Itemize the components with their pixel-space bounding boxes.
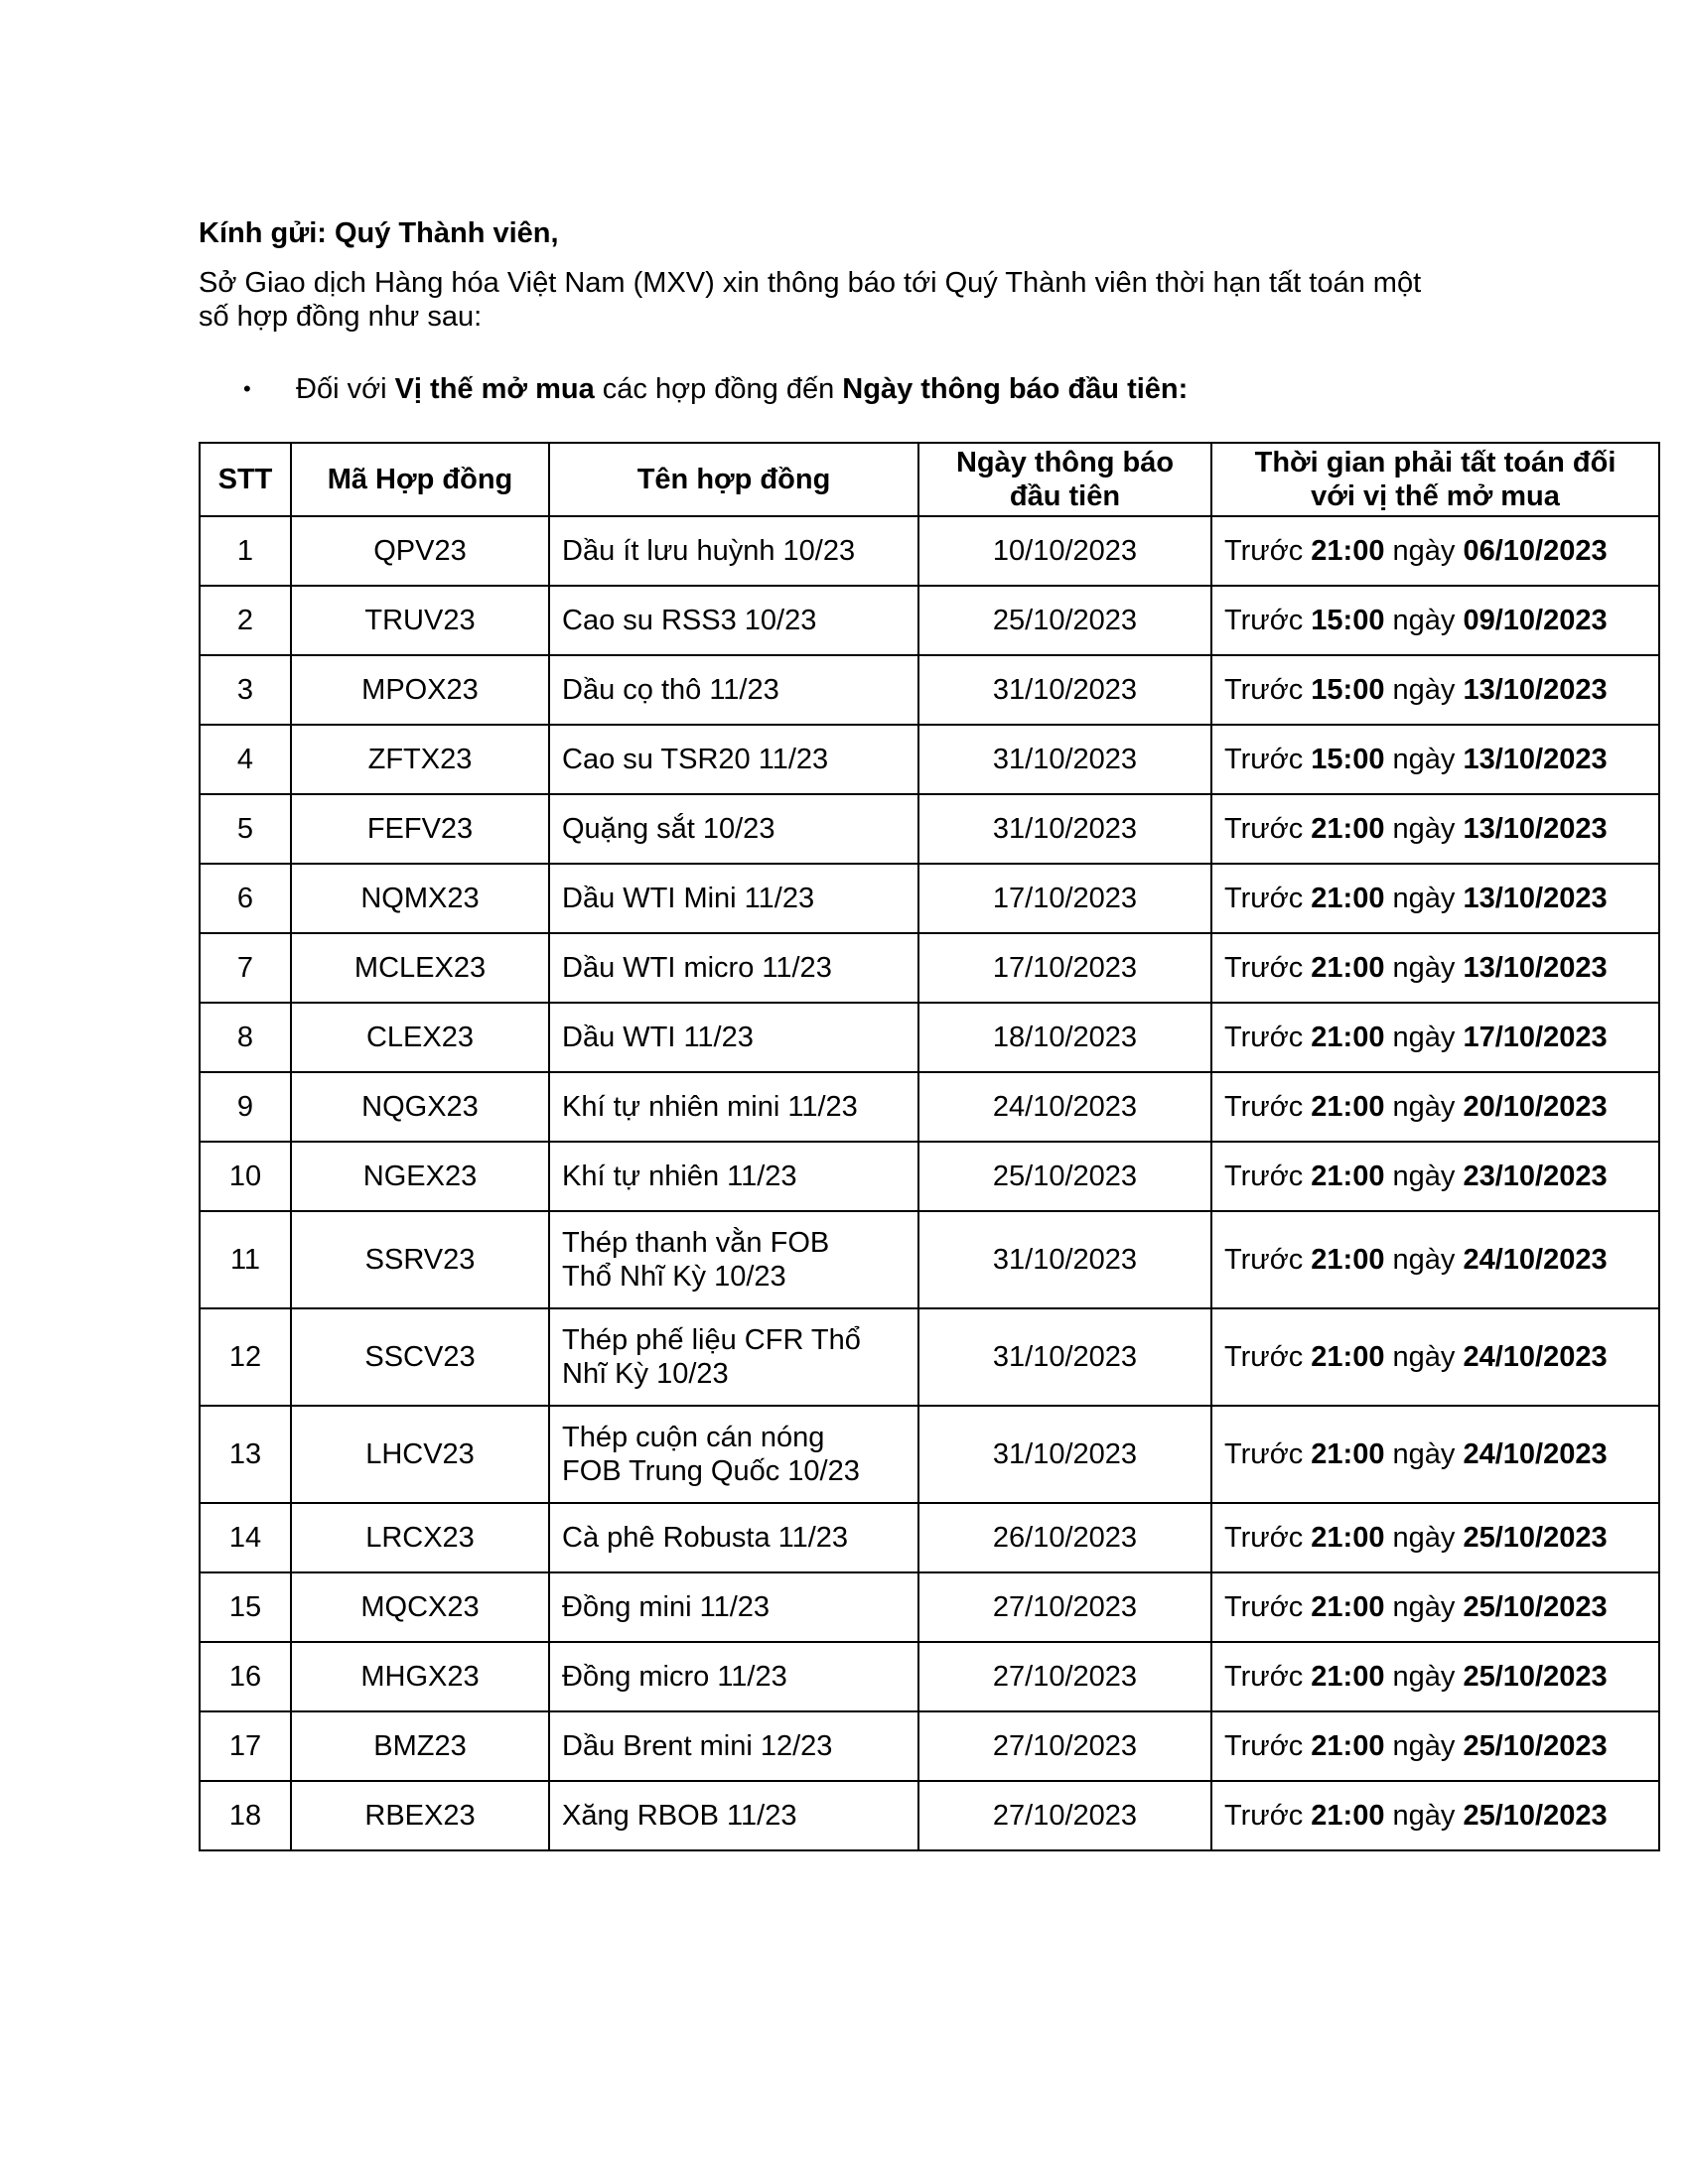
cell-contract-code: MHGX23 [291,1642,549,1711]
table-row [200,1072,1659,1142]
cell-settlement-deadline [1211,725,1659,794]
cell-contract-name: Khí tự nhiên 11/23 [549,1142,918,1211]
cell-stt: 4 [200,725,291,794]
cell-first-notice-date: 17/10/2023 [918,864,1211,933]
cell-contract-name: Cao su RSS3 10/23 [549,586,918,655]
deadline-time: 15:00 [1311,605,1385,636]
cell-contract-code: RBEX23 [291,1781,549,1850]
cell-stt: 14 [200,1503,291,1572]
cell-text: Thép thanh vằn FOB [562,1227,830,1259]
deadline-prefix: Trước [1224,1522,1312,1554]
cell-contract-code: ZFTX23 [291,725,549,794]
cell-contract-name [549,1211,918,1308]
cell-first-notice-date: 25/10/2023 [918,1142,1211,1211]
cell-settlement-deadline [1211,1003,1659,1072]
cell-contract-code: TRUV23 [291,586,549,655]
deadline-middle: ngày [1384,1244,1464,1276]
cell-first-notice-date: 27/10/2023 [918,1572,1211,1642]
deadline-middle: ngày [1384,605,1464,636]
bullet-text-part: các hợp đồng đến [594,373,843,405]
table-row [200,655,1659,725]
deadline-prefix: Trước [1224,1160,1312,1192]
deadline-time: 21:00 [1311,1244,1385,1276]
deadline-middle: ngày [1384,1591,1464,1623]
table-row [200,725,1659,794]
cell-first-notice-date: 27/10/2023 [918,1711,1211,1781]
cell-settlement-deadline [1211,1308,1659,1406]
cell-settlement-deadline [1211,933,1659,1003]
header-contract-name: Tên hợp đồng [549,443,918,516]
cell-stt: 7 [200,933,291,1003]
header-text: Ngày thông báo [955,447,1175,478]
bullet-emphasis: Ngày thông báo đầu tiên: [842,373,1189,405]
cell-first-notice-date: 18/10/2023 [918,1003,1211,1072]
cell-first-notice-date: 31/10/2023 [918,1308,1211,1406]
cell-stt: 18 [200,1781,291,1850]
deadline-middle: ngày [1384,883,1464,914]
deadline-time: 21:00 [1311,1800,1385,1832]
deadline-date: 24/10/2023 [1463,1244,1608,1276]
deadline-prefix: Trước [1224,883,1312,914]
deadline-time: 21:00 [1311,1341,1385,1373]
cell-contract-name: Quặng sắt 10/23 [549,794,918,864]
deadline-middle: ngày [1384,1160,1464,1192]
deadline-prefix: Trước [1224,1022,1312,1053]
cell-contract-name [549,1406,918,1503]
cell-contract-code: FEFV23 [291,794,549,864]
deadline-prefix: Trước [1224,952,1312,984]
table-row [200,586,1659,655]
intro-line: Sở Giao dịch Hàng hóa Việt Nam (MXV) xin thông báo tới Quý Thành viên thời hạn tất toán một [199,267,1422,299]
cell-first-notice-date: 27/10/2023 [918,1642,1211,1711]
cell-settlement-deadline [1211,1142,1659,1211]
cell-stt: 2 [200,586,291,655]
cell-contract-name: Cà phê Robusta 11/23 [549,1503,918,1572]
cell-first-notice-date: 24/10/2023 [918,1072,1211,1142]
header-text: đầu tiên [1009,480,1121,512]
cell-contract-code: CLEX23 [291,1003,549,1072]
cell-stt: 8 [200,1003,291,1072]
bullet-emphasis: Vị thế mở mua [394,373,595,405]
deadline-middle: ngày [1384,1730,1464,1762]
deadline-middle: ngày [1384,1022,1464,1053]
deadline-middle: ngày [1384,952,1464,984]
deadline-date: 13/10/2023 [1463,883,1608,914]
cell-settlement-deadline [1211,1211,1659,1308]
cell-contract-name: Dầu ít lưu huỳnh 10/23 [549,516,918,586]
deadline-prefix: Trước [1224,813,1312,845]
cell-stt: 3 [200,655,291,725]
cell-first-notice-date: 26/10/2023 [918,1503,1211,1572]
deadline-prefix: Trước [1224,744,1312,775]
table-row [200,1142,1659,1211]
deadline-middle: ngày [1384,674,1464,706]
cell-stt: 5 [200,794,291,864]
header-contract-code: Mã Hợp đồng [291,443,549,516]
deadline-prefix: Trước [1224,1244,1312,1276]
deadline-prefix: Trước [1224,1091,1312,1123]
deadline-middle: ngày [1384,1091,1464,1123]
table-row [200,933,1659,1003]
header-text: Thời gian phải tất toán đối [1254,447,1617,478]
cell-contract-code: MPOX23 [291,655,549,725]
cell-stt: 16 [200,1642,291,1711]
deadline-time: 21:00 [1311,1091,1385,1123]
deadline-date: 20/10/2023 [1463,1091,1608,1123]
cell-stt: 12 [200,1308,291,1406]
cell-text: Nhĩ Kỳ 10/23 [562,1358,729,1390]
deadline-date: 17/10/2023 [1463,1022,1608,1053]
cell-first-notice-date: 27/10/2023 [918,1781,1211,1850]
deadline-date: 24/10/2023 [1463,1438,1608,1470]
table-row [200,1781,1659,1850]
cell-contract-code: NGEX23 [291,1142,549,1211]
deadline-date: 25/10/2023 [1463,1522,1608,1554]
cell-settlement-deadline [1211,864,1659,933]
cell-contract-code: MCLEX23 [291,933,549,1003]
cell-stt: 13 [200,1406,291,1503]
table-header-row [200,443,1659,516]
deadline-prefix: Trước [1224,605,1312,636]
table-row [200,1503,1659,1572]
deadline-date: 25/10/2023 [1463,1591,1608,1623]
cell-text: FOB Trung Quốc 10/23 [562,1455,860,1487]
cell-first-notice-date: 31/10/2023 [918,794,1211,864]
header-stt: STT [200,443,291,516]
cell-contract-name: Dầu cọ thô 11/23 [549,655,918,725]
contracts-table [199,442,1660,1851]
deadline-date: 06/10/2023 [1463,535,1608,567]
deadline-date: 13/10/2023 [1463,952,1608,984]
bullet-icon: • [243,376,251,401]
deadline-time: 21:00 [1311,883,1385,914]
deadline-middle: ngày [1384,1800,1464,1832]
cell-text: Thép cuộn cán nóng [562,1422,825,1453]
cell-contract-name: Đồng micro 11/23 [549,1642,918,1711]
deadline-time: 15:00 [1311,674,1385,706]
cell-stt: 17 [200,1711,291,1781]
cell-contract-name: Xăng RBOB 11/23 [549,1781,918,1850]
cell-settlement-deadline [1211,1406,1659,1503]
cell-settlement-deadline [1211,1781,1659,1850]
cell-first-notice-date: 31/10/2023 [918,655,1211,725]
table-row [200,1308,1659,1406]
deadline-prefix: Trước [1224,1730,1312,1762]
cell-first-notice-date: 31/10/2023 [918,1211,1211,1308]
cell-contract-name: Dầu WTI 11/23 [549,1003,918,1072]
cell-stt: 9 [200,1072,291,1142]
deadline-prefix: Trước [1224,1341,1312,1373]
deadline-prefix: Trước [1224,674,1312,706]
cell-stt: 15 [200,1572,291,1642]
intro-line: số hợp đồng như sau: [199,301,483,333]
deadline-prefix: Trước [1224,535,1312,567]
cell-text: Thổ Nhĩ Kỳ 10/23 [562,1261,786,1293]
deadline-middle: ngày [1384,1438,1464,1470]
cell-first-notice-date: 10/10/2023 [918,516,1211,586]
cell-first-notice-date: 17/10/2023 [918,933,1211,1003]
cell-stt: 6 [200,864,291,933]
deadline-date: 24/10/2023 [1463,1341,1608,1373]
cell-contract-name: Dầu Brent mini 12/23 [549,1711,918,1781]
cell-contract-code: LHCV23 [291,1406,549,1503]
deadline-date: 25/10/2023 [1463,1730,1608,1762]
cell-settlement-deadline [1211,1503,1659,1572]
deadline-time: 21:00 [1311,535,1385,567]
cell-contract-name: Cao su TSR20 11/23 [549,725,918,794]
cell-contract-name: Dầu WTI Mini 11/23 [549,864,918,933]
cell-first-notice-date: 31/10/2023 [918,725,1211,794]
cell-contract-code: BMZ23 [291,1711,549,1781]
cell-contract-code: MQCX23 [291,1572,549,1642]
deadline-middle: ngày [1384,813,1464,845]
cell-settlement-deadline [1211,516,1659,586]
bullet-text-part: Đối với [296,373,395,405]
cell-settlement-deadline [1211,794,1659,864]
table-row [200,1642,1659,1711]
cell-contract-code: NQGX23 [291,1072,549,1142]
table-row [200,1211,1659,1308]
cell-stt: 1 [200,516,291,586]
deadline-time: 21:00 [1311,1591,1385,1623]
cell-contract-code: SSRV23 [291,1211,549,1308]
cell-contract-name [549,1308,918,1406]
greeting: Kính gửi: Quý Thành viên, [199,217,559,249]
cell-contract-code: QPV23 [291,516,549,586]
cell-first-notice-date: 25/10/2023 [918,586,1211,655]
deadline-time: 21:00 [1311,1730,1385,1762]
cell-settlement-deadline [1211,1642,1659,1711]
table-row [200,1572,1659,1642]
deadline-date: 13/10/2023 [1463,744,1608,775]
intro-paragraph [199,266,1509,334]
cell-settlement-deadline [1211,586,1659,655]
deadline-time: 21:00 [1311,1438,1385,1470]
deadline-time: 21:00 [1311,813,1385,845]
deadline-middle: ngày [1384,1522,1464,1554]
cell-contract-name: Dầu WTI micro 11/23 [549,933,918,1003]
table-body [200,516,1659,1850]
table-row [200,1711,1659,1781]
deadline-time: 21:00 [1311,1022,1385,1053]
deadline-prefix: Trước [1224,1438,1312,1470]
bullet-item [243,372,1188,406]
cell-settlement-deadline [1211,1072,1659,1142]
deadline-prefix: Trước [1224,1800,1312,1832]
deadline-time: 21:00 [1311,952,1385,984]
bullet-text [296,373,1188,405]
deadline-middle: ngày [1384,1341,1464,1373]
header-text: với vị thế mở mua [1311,480,1560,512]
table-row [200,1406,1659,1503]
deadline-date: 25/10/2023 [1463,1800,1608,1832]
deadline-time: 21:00 [1311,1661,1385,1693]
cell-first-notice-date: 31/10/2023 [918,1406,1211,1503]
table-row [200,794,1659,864]
table-row [200,516,1659,586]
cell-settlement-deadline [1211,1711,1659,1781]
deadline-prefix: Trước [1224,1591,1312,1623]
cell-contract-name: Đồng mini 11/23 [549,1572,918,1642]
cell-settlement-deadline [1211,655,1659,725]
deadline-middle: ngày [1384,744,1464,775]
deadline-date: 25/10/2023 [1463,1661,1608,1693]
cell-contract-name: Khí tự nhiên mini 11/23 [549,1072,918,1142]
cell-contract-code: SSCV23 [291,1308,549,1406]
header-first-notice-date [918,443,1211,516]
deadline-middle: ngày [1384,1661,1464,1693]
table-row [200,1003,1659,1072]
deadline-date: 09/10/2023 [1463,605,1608,636]
deadline-prefix: Trước [1224,1661,1312,1693]
header-settlement-deadline [1211,443,1659,516]
deadline-date: 13/10/2023 [1463,813,1608,845]
deadline-date: 23/10/2023 [1463,1160,1608,1192]
deadline-time: 21:00 [1311,1522,1385,1554]
cell-stt: 11 [200,1211,291,1308]
cell-settlement-deadline [1211,1572,1659,1642]
deadline-time: 21:00 [1311,1160,1385,1192]
cell-contract-code: LRCX23 [291,1503,549,1572]
cell-text: Thép phế liệu CFR Thổ [562,1324,861,1356]
table-row [200,864,1659,933]
deadline-date: 13/10/2023 [1463,674,1608,706]
deadline-middle: ngày [1384,535,1464,567]
cell-stt: 10 [200,1142,291,1211]
cell-contract-code: NQMX23 [291,864,549,933]
deadline-time: 15:00 [1311,744,1385,775]
